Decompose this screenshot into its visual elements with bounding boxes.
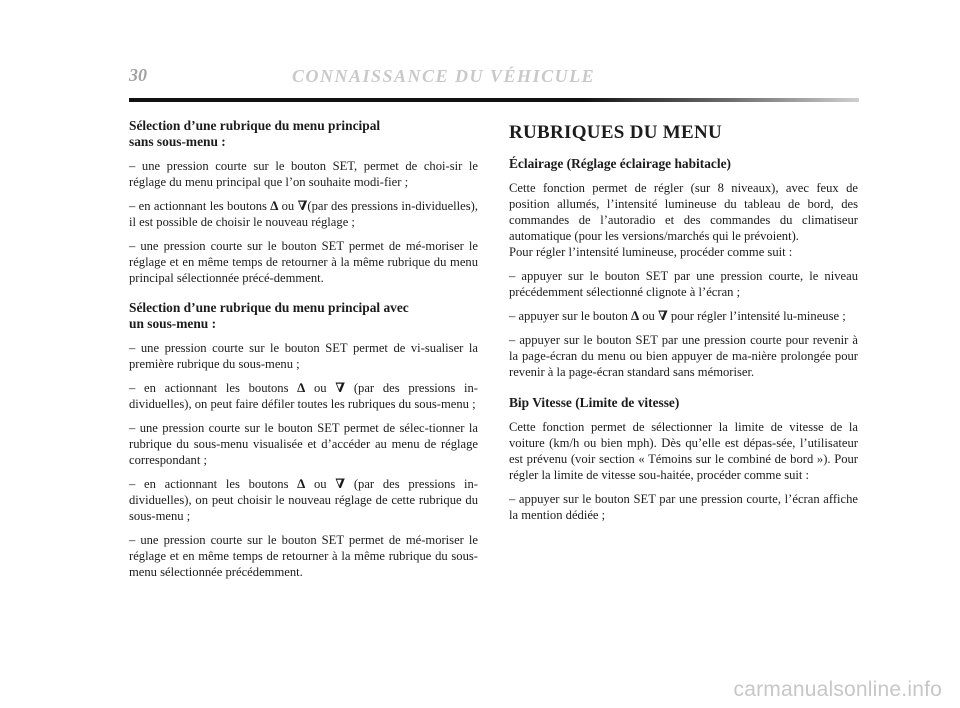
text-fragment: ou [639, 309, 658, 323]
text-fragment: ou [278, 199, 298, 213]
paragraph-with-arrows [509, 308, 858, 324]
paragraph: – appuyer sur le bouton SET par une pression courte, le niveau précédemment sélectionné clignote à l’écran ; [509, 269, 858, 299]
header-rule [129, 98, 859, 102]
page-header [129, 62, 859, 86]
text-fragment: pour régler l’intensité lu-mineuse ; [667, 309, 846, 323]
paragraph: – appuyer sur le bouton SET par une pression courte, l’écran affiche la mention dédiée ; [509, 492, 858, 522]
up-arrow-icon: ∆ [297, 476, 306, 491]
text-fragment: – en actionnant les boutons [129, 199, 271, 213]
up-arrow-icon: ∆ [631, 308, 640, 323]
paragraph: – une pression courte sur le bouton SET permet de mé-moriser le réglage et en même temps de retourner à la même rubrique du sous-menu sélectionnée précédemment. [129, 533, 478, 579]
text-fragment: (par des pressions in-dividuelles), il est possible de choisir le nouveau réglage ; [129, 199, 478, 229]
heading-main-menu-with-submenu: Sélection d’une rubrique du menu principal avec un sous-menu : [129, 300, 409, 331]
left-column [129, 118, 478, 588]
watermark: carmanualsonline.info [733, 678, 942, 701]
text-fragment: Pour régler l’intensité lumineuse, procéder comme suit : [509, 245, 793, 259]
down-arrow-icon: ∇ [297, 198, 308, 213]
text-fragment: ou [305, 381, 336, 395]
heading-speed-beep: Bip Vitesse (Limite de vitesse) [509, 395, 680, 410]
paragraph-with-arrows [129, 476, 478, 524]
text-fragment: – en actionnant les boutons [129, 477, 298, 491]
section-title: CONNAISSANCE DU VÉHICULE [292, 66, 596, 86]
paragraph: – appuyer sur le bouton SET par une pression courte pour revenir à la page-écran du menu ou bien appuyer de ma-nière prolongée pour revenir à la page-écran standard sans mémoriser. [509, 333, 858, 379]
paragraph-with-arrows [129, 198, 478, 230]
paragraph: – une pression courte sur le bouton SET, permet de choi-sir le réglage du menu principal que l’on souhaite modi-fier ; [129, 159, 478, 189]
text-fragment: Cette fonction permet de régler (sur 8 niveaux), avec feux de position allumés, l’intensité lumineuse du tableau de bord, des commandes de l’autoradio et des commandes du climatiseur automatique (pour les versions/marchés qui le prévoient). [509, 181, 858, 243]
up-arrow-icon: ∆ [270, 198, 279, 213]
text-fragment: – en actionnant les boutons [129, 381, 298, 395]
paragraph-with-arrows [129, 380, 478, 412]
down-arrow-icon: ∇ [335, 380, 346, 395]
paragraph: – une pression courte sur le bouton SET permet de vi-sualiser la première rubrique du sous-menu ; [129, 341, 478, 371]
paragraph [509, 180, 858, 260]
text-fragment: (par des pressions in-dividuelles), on peut choisir le nouveau réglage de cette rubrique du sous-menu ; [129, 477, 478, 523]
text-fragment: ou [305, 477, 336, 491]
heading-main-menu-no-submenu: Sélection d’une rubrique du menu principal sans sous-menu : [129, 118, 381, 149]
page-number: 30 [129, 65, 147, 85]
menu-items-title: RUBRIQUES DU MENU [509, 122, 723, 143]
paragraph: Cette fonction permet de sélectionner la limite de vitesse de la voiture (km/h ou bien mph). Dès qu’elle est dépas-sée, l’utilisateur est prévenu (voir section « Témoins sur le combiné de bord »). Pour régler la limite de vitesse sou-haitée, procéder comme suit : [509, 420, 858, 482]
heading-lighting: Éclairage (Réglage éclairage habitacle) [509, 156, 731, 171]
up-arrow-icon: ∆ [297, 380, 306, 395]
down-arrow-icon: ∇ [657, 308, 668, 323]
text-fragment: (par des pressions in-dividuelles), on peut faire défiler toutes les rubriques du sous-menu ; [129, 381, 478, 411]
down-arrow-icon: ∇ [335, 476, 346, 491]
paragraph: – une pression courte sur le bouton SET permet de mé-moriser le réglage et en même temps de retourner à la même rubrique du menu principal sélectionnée précé-demment. [129, 239, 478, 285]
right-column [509, 118, 858, 531]
paragraph: – une pression courte sur le bouton SET permet de sélec-tionner la rubrique du sous-menu visualisée et d’accéder au menu de réglage correspondant ; [129, 421, 478, 467]
text-fragment: – appuyer sur le bouton [509, 309, 632, 323]
